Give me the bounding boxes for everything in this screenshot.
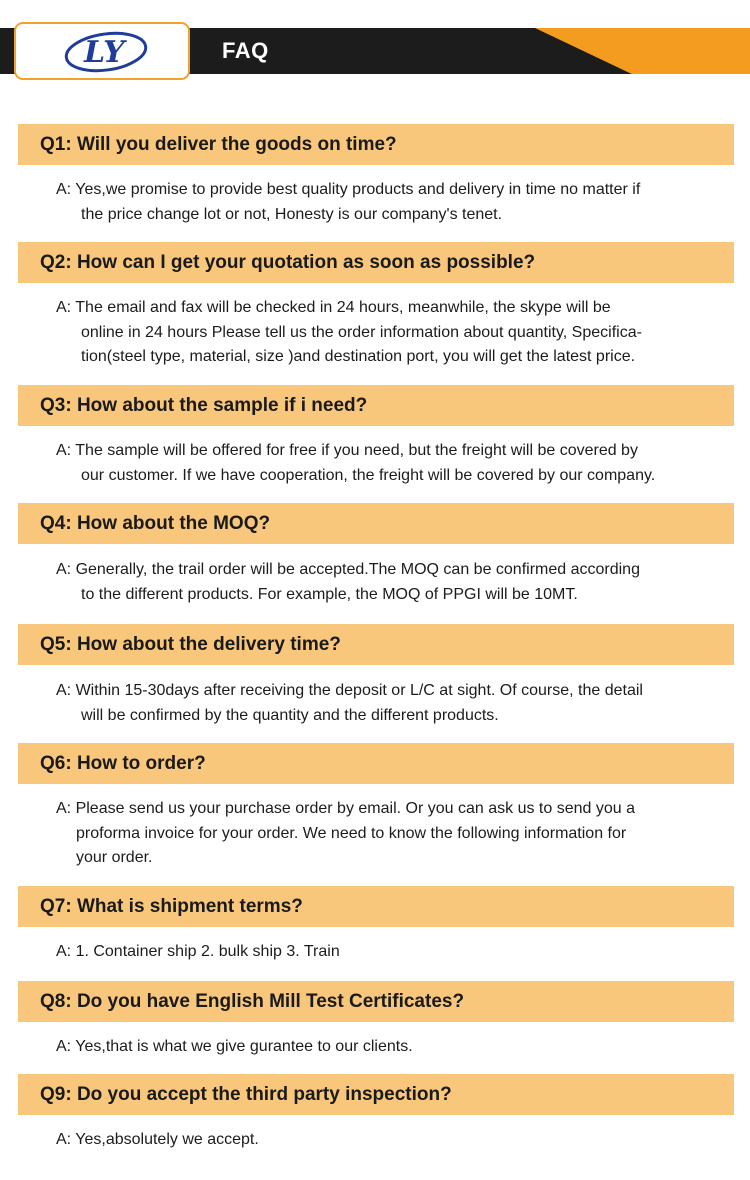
header-accent-stripe	[535, 28, 750, 74]
faq-question-5: Q5: How about the delivery time?	[18, 624, 734, 665]
faq-question-8: Q8: Do you have English Mill Test Certificates?	[18, 981, 734, 1022]
page-title: FAQ	[222, 38, 269, 63]
faq-question-2: Q2: How can I get your quotation as soon as possible?	[18, 242, 734, 283]
ly-logo-icon	[62, 29, 152, 75]
faq-question-9: Q9: Do you accept the third party inspection?	[18, 1074, 734, 1115]
faq-question-6: Q6: How to order?	[18, 743, 734, 784]
faq-answer-6: A: Please send us your purchase order by email. Or you can ask us to send you a proforma invoice for your order. We need to know the following information for your order.	[56, 800, 635, 866]
faq-question-7: Q7: What is shipment terms?	[18, 886, 734, 927]
faq-answer-3: A: The sample will be offered for free if you need, but the freight will be covered by our customer. If we have cooperation, the freight will be covered by our company.	[56, 442, 656, 484]
faq-answer-9: A: Yes,absolutely we accept.	[56, 1131, 259, 1148]
faq-answer-8: A: Yes,that is what we give gurantee to our clients.	[56, 1038, 413, 1055]
faq-question-3: Q3: How about the sample if i need?	[18, 385, 734, 426]
faq-question-4: Q4: How about the MOQ?	[18, 503, 734, 544]
svg-text:LY: LY	[84, 35, 125, 70]
company-logo	[14, 22, 190, 80]
faq-answer-4: A: Generally, the trail order will be accepted.The MOQ can be confirmed according to the different products. For example, the MOQ of PPGI will be 10MT.	[56, 561, 640, 603]
faq-answer-5: A: Within 15-30days after receiving the deposit or L/C at sight. Of course, the detail will be confirmed by the quantity and the different products.	[56, 682, 643, 724]
faq-question-1: Q1: Will you deliver the goods on time?	[18, 124, 734, 165]
faq-answer-7: A: 1. Container ship 2. bulk ship 3. Train	[56, 943, 340, 960]
faq-answer-2: A: The email and fax will be checked in 24 hours, meanwhile, the skype will be online in 24 hours Please tell us the order information about quantity, Specifica- tion(steel type, material, size )and destination port, you will get the latest price.	[56, 299, 642, 365]
faq-answer-1: A: Yes,we promise to provide best quality products and delivery in time no matter if the price change lot or not, Honesty is our company's tenet.	[56, 181, 641, 223]
